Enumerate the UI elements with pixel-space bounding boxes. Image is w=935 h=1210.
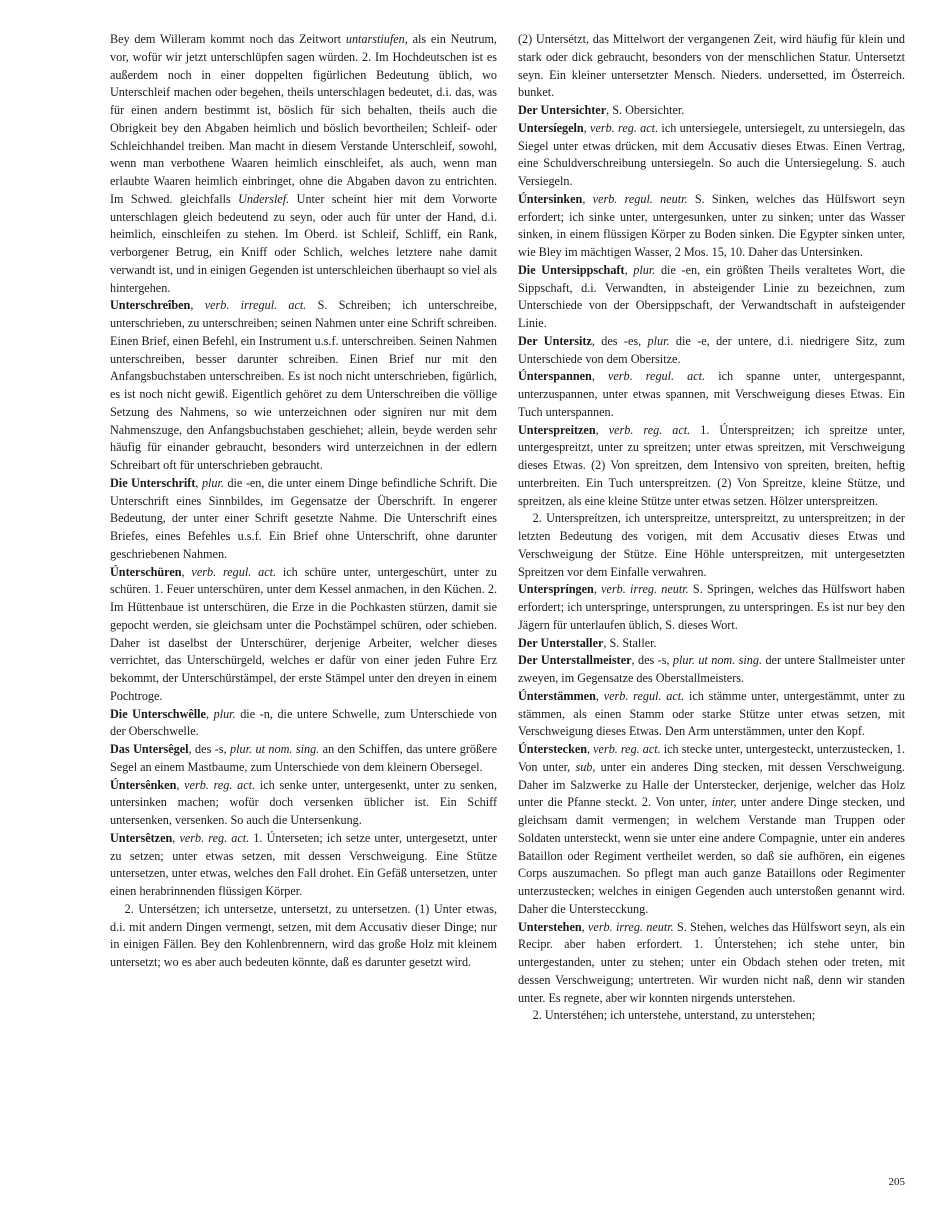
entry-text: als ein Neutrum, vor, wofür wir jetzt unterschlüpfen sagen würden. 2. Im Hochdeutschen ist es außerdem noch in einer doppelten figürlichen Bedeutung üblich, wo Unterschleif machen oder begehen, theils unterschlagen bedeutet, d.i. das, was für einen andern bestimmt ist, böslich für sich behalten, theils auch die Obrigkeit bey den Abgaben heimlich und böslich bevortheilen; Schleif- oder Schleichhandel treiben. Man macht in diesem Verstande Unterschleif, sowohl, wenn man verbothene Waaren heimlich einschleifet, als auch, wenn man erlaubte Waaren heimlich einbringet, ohne die Abgaben davon zu entrichten. Im Schwed. gleichfalls bbox=[110, 32, 497, 206]
dictionary-entry bbox=[518, 652, 905, 688]
dictionary-entry bbox=[110, 741, 497, 777]
entry-text: , bbox=[582, 191, 593, 206]
headword: Der Unterstallmeister bbox=[518, 653, 632, 668]
dictionary-entry bbox=[110, 31, 497, 297]
dictionary-entry bbox=[518, 422, 905, 511]
entry-text: ich untersiegele, untersiegelt, zu untersiegeln, das Siegel unter etwas drücken, mit dem Accusativ dieses Etwas. Einen Vertrag, eine Schuldverschreibung untersiegeln. So auch die Untersiegelung. S. auch Versiegeln. bbox=[518, 120, 906, 188]
grammar-note: sub, bbox=[575, 759, 596, 774]
entry-text: 1. Únterseten; ich setze unter, untergesetzt, unter zu setzen; unter etwas setzen, mit dessen Verschweigung. Eine Stütze untersetzen, unter etwas, welches den Fall drohet. Ein Gefäß untersetzen, unter einen herabrinnenden flüssigen Körper. bbox=[110, 830, 498, 898]
grammar-note: plur. ut nom. sing. bbox=[230, 742, 320, 756]
headword: Úntersinken bbox=[518, 191, 583, 206]
grammar-note: verb. reg. act. bbox=[184, 777, 256, 792]
dictionary-entry bbox=[110, 564, 497, 706]
dictionary-entry bbox=[110, 901, 497, 972]
grammar-note: verb. irreg. neutr. bbox=[601, 582, 689, 597]
dictionary-entry bbox=[518, 120, 905, 191]
dictionary-entry bbox=[518, 191, 905, 262]
headword: Únterschüren bbox=[110, 564, 182, 579]
entry-text: , bbox=[172, 830, 180, 845]
headword: Unterstehen bbox=[518, 919, 582, 934]
entry-text: , bbox=[190, 298, 205, 313]
entry-text: Bey dem Willeram kommt noch das Zeitwort bbox=[110, 32, 346, 46]
dictionary-entry bbox=[110, 706, 497, 742]
grammar-note: verb. regul. act. bbox=[191, 564, 277, 579]
entry-text: ich stämme unter, untergestämmt, unter zu stämmen, als einen Stamm oder starke Stütze unter etwas setzen, mit Verschweigung dieses Etwas. Den Arm unterstämmen, unter den Kopf. bbox=[518, 688, 905, 739]
dictionary-entry bbox=[518, 919, 905, 1008]
headword: Únterstecken bbox=[518, 742, 588, 756]
headword: Untersíegeln bbox=[518, 120, 584, 135]
headword: Únterspannen bbox=[518, 369, 592, 384]
entry-text: 2. Unterstéhen; ich unterstehe, unterstand, zu unterstehen; bbox=[532, 1008, 816, 1023]
entry-text: , des -s, bbox=[188, 742, 231, 756]
dictionary-entry bbox=[518, 333, 905, 369]
entry-text: , bbox=[205, 706, 214, 721]
entry-text: , bbox=[624, 262, 634, 277]
grammar-note: plur. bbox=[647, 333, 670, 348]
grammar-note: verb. reg. act. bbox=[179, 830, 250, 845]
entry-text: die -n, die untere Schwelle, zum Unterschiede von der Oberschwelle. bbox=[110, 706, 497, 739]
entry-text: 1. Únterspreitzen; ich spreitze unter, untergespreitzt, unter zu spreitzen; unter etwas spreitzen, mit Verschweigung dieses Etwas. (2) Von spreitzen, dem Intensivo von spreiten, breiten, heftig unterbreiten. Ein Tuch unterspreitzen. (2) Von Spreitze, kleine Stütze, und spreitzen, als eine kleine Stütze unter etwas setzen. Hölzer unterspreitzen. bbox=[518, 422, 906, 508]
headword: Unterschreîben bbox=[110, 298, 191, 313]
headword: Die Unterschrift bbox=[110, 475, 196, 490]
entry-text: ich schüre unter, untergeschürt, unter zu schüren. 1. Feuer unterschüren, unter dem Kessel anmachen, in den Küchen. 2. Im Hüttenbaue ist unterschüren, die Erze in die Pochkasten stürzen, damit sie gepocht werden, sie gleichsam unter die Pochstämpel schüren, oder schieben. Daher ist daselbst der Unterschürer, derjenige Arbeiter, welcher dieses verrichtet, das Unterschürgeld, welches er dafür von einer jeden Fuhre Erz bekommt, der Unterschürstämpel, der erste Stämpel unter den dreyen in einem Pochtroge. bbox=[110, 564, 498, 703]
grammar-note: plur. bbox=[201, 475, 224, 490]
dictionary-entry bbox=[110, 777, 497, 830]
grammar-note: verb. reg. act. bbox=[593, 742, 661, 756]
entry-text: , des -es, bbox=[591, 333, 648, 348]
entry-text: die -en, die unter einem Dinge befindliche Schrift. Die Unterschrift eines Sinnbildes, im Gegensatze der Überschrift. In engerer Bedeutung, der unter einer Schrift gesetzte Nahme. Die Unterschrift eines Briefes, eines Befehles u.s.f. Ein Brief ohne Unterschrift, ohne darunter geschriebenen Nahmen. bbox=[110, 475, 497, 561]
grammar-note: verb. regul. neutr. bbox=[592, 191, 688, 206]
grammar-note: plur. bbox=[213, 706, 236, 721]
entry-text: 2. Untersprеítzen, ich unterspreitze, unterspreitzt, zu unterspreitzen; in der letzten Bedeutung des vorigen, mit dem Accusativ dieses Etwas und Verschweigung der Stütze. Eine Höhle unterspreitzen, mit untergesetzten Spreitzen vor dem Einfalle verwahren. bbox=[518, 511, 905, 579]
headword: Únterstämmen bbox=[518, 688, 596, 703]
grammar-note: plur. ut nom. sing. bbox=[672, 653, 763, 668]
entry-text: die -e, der untere, d.i. niedrigere Sitz, zum Unterschiede von dem Obersitze. bbox=[518, 333, 905, 366]
grammar-note: plur. bbox=[633, 262, 656, 277]
entry-text: , bbox=[595, 422, 609, 437]
entry-text: Unter scheint hier mit dem Vorworte unterschlagen gleich bedeutend zu seyn, oder auch für unter der Hand, d.i. heimlich, einschleifen zu stehen. Im Oberd. ist Schleif, Schliff, ein Rank, verborgener Betrug, ein Kniff oder Schlich, welches letztere nahe damit verwandt ist, und in einigen Gegenden ist unterschleichen überhaupt so viel als hintergehen. bbox=[110, 191, 497, 295]
dictionary-entry bbox=[518, 31, 905, 102]
headword: Unterspreitzen bbox=[518, 422, 596, 437]
entry-text: , bbox=[195, 475, 202, 490]
dictionary-entry bbox=[110, 297, 497, 475]
entry-text: , bbox=[176, 777, 185, 792]
entry-text: , S. Obersichter. bbox=[606, 103, 685, 117]
entry-text: 2. Untersétzen; ich untersetze, untersetzt, zu untersetzen. (1) Unter etwas, d.i. mit andern Dingen vermengt, setzen, mit dem Accusativ dieser Dinge; nur in einigen Fällen. Bey den Kohlenbrennern, wird das große Holz mit kleinem untersetzt; wo es aber auch bedeuten könnte, daß es darunter gesetzt wird. bbox=[110, 901, 497, 969]
grammar-note: Underslef. bbox=[238, 191, 290, 206]
grammar-note: inter, bbox=[711, 795, 737, 810]
dictionary-entry bbox=[518, 1007, 905, 1025]
grammar-note: verb. reg. act. bbox=[608, 422, 691, 437]
headword: Unterspríngen bbox=[518, 582, 594, 597]
grammar-note: verb. irreg. neutr. bbox=[588, 919, 674, 934]
entry-text: ich stecke unter, untergesteckt, unterzustecken, 1. Von unter, bbox=[518, 742, 906, 774]
headword: Die Untersippschaft bbox=[518, 262, 625, 277]
grammar-note: untarstiufen, bbox=[345, 32, 408, 46]
entry-text: unter ein anderes Ding stecken, mit dessen Verschweigung. Daher im Salzwerke zu Halle der Unterstecker, derjenige, welcher das Holz unter die Pfanne steckt. 2. Von unter, bbox=[518, 759, 905, 810]
headword: Úntersênken bbox=[110, 777, 177, 792]
entry-text: , bbox=[581, 919, 588, 934]
dictionary-entry bbox=[518, 581, 905, 634]
dictionary-entry bbox=[110, 830, 497, 901]
headword: Der Untersichter bbox=[518, 103, 607, 117]
headword: Untersêtzen bbox=[110, 830, 173, 845]
dictionary-entry bbox=[518, 741, 905, 919]
dictionary-entry bbox=[110, 475, 497, 564]
entry-text: , des -s, bbox=[631, 653, 673, 668]
headword: Das Untersêgel bbox=[110, 742, 189, 756]
entry-text: unter andere Dinge stecken, und gleichsam damit vermengen; in welchem Verstande man Truppen oder Soldaten untersteckt, wenn sie unter eine andere Compagnie, unter ein anderes Bataillon oder Regiment vertheilet werden, so daß sie aufhören, ein eigenes Corps auszumachen. So pflegt man auch ganze Bataillons oder Regimenter unterzustecken; welches in einigen Gegenden auch unterstoßen genannt wird. Daher die Unterstecckung. bbox=[518, 795, 905, 916]
entry-text: , bbox=[595, 688, 604, 703]
entry-text: , bbox=[583, 120, 591, 135]
headword: Der Unterstaller bbox=[518, 635, 604, 650]
page-number: 205 bbox=[888, 1176, 905, 1188]
headword: Die Unterschwêlle bbox=[110, 706, 206, 721]
entry-text: , bbox=[591, 369, 608, 384]
entry-text: , bbox=[593, 582, 602, 597]
headword: Der Untersitz bbox=[518, 333, 592, 348]
dictionary-entry bbox=[518, 688, 905, 741]
entry-text: , S. Staller. bbox=[603, 635, 657, 650]
entry-text: (2) Untersétzt, das Mittelwort der vergangenen Zeit, wird häufig für klein und stark oder dick gebraucht, besonders von der menschlichen Statur. Untersetzt seyn. Ein kleiner untersetzter Mensch. Nieders. undersetted, im Österreich. bunket. bbox=[518, 32, 905, 100]
entry-text: , bbox=[181, 564, 192, 579]
right-column bbox=[518, 31, 905, 1025]
entry-text: S. Springen, welches das Hülfswort haben erfordert; ich unterspringe, untersprungen, zu unterspringen. Es ist nur bey den Jägern für unterlaufen üblich, S. dieses Wort. bbox=[518, 582, 905, 632]
dictionary-entry bbox=[518, 368, 905, 421]
dictionary-entry bbox=[518, 102, 905, 120]
left-column bbox=[110, 31, 497, 972]
entry-text: ich senke unter, untergesenkt, unter zu senken, untersinken machen; wofür doch versenken üblicher ist. Ein Schiff untersenken, versenken. So auch die Untersenkung. bbox=[110, 777, 497, 827]
entry-text: , bbox=[587, 742, 594, 756]
entry-text: die -en, ein größten Theils veraltetes Wort, die Sippschaft, d.i. Verwandten, in absteigender Linie zu bezeichnen, zum Unterschiede von der Obersippschaft, der Verwandtschaft in aufsteigender Linie. bbox=[518, 262, 905, 330]
entry-text: der untere Stallmeister unter zweyen, im Gegensatze des Oberstallmeisters. bbox=[518, 653, 905, 685]
dictionary-entry bbox=[518, 635, 905, 653]
dictionary-entry bbox=[518, 510, 905, 581]
entry-text: S. Stehen, welches das Hülfswort seyn, als ein Recipr. aber haben erfordert. 1. Únterstehen; ich stehe unter, bin untergestanden, unter zu stehen; unter ein Obdach stehen oder treten, mit dessen Verschweigung; untertreten. Wir wurden nicht naß, denn wir standen unter. Es regnete, aber wir konnten nirgends unterstehen. bbox=[518, 919, 905, 1005]
entry-text: ich spanne unter, untergespannt, unterzuspannen, unter etwas spannen, mit Verschweigung dieses Etwas. Ein Tuch unterspannen. bbox=[518, 369, 905, 419]
dictionary-entry bbox=[518, 262, 905, 333]
grammar-note: verb. irregul. act. bbox=[204, 298, 307, 313]
entry-text: S. Sinken, welches das Hülfswort seyn erfordert; ich sinke unter, untergesunken, unter zu sinken; unter das Wasser sinken, in einem flüssigen Körper zu Boden sinken. Die Egypter sinken unter, wie Bley im mächtigen Wasser, 2 Mos. 15, 10. Daher das Untersinken. bbox=[518, 191, 906, 259]
entry-text: an den Schiffen, das untere größere Segel an einem Mastbaume, zum Unterschiede von dem kleinern Obersegel. bbox=[110, 742, 497, 774]
grammar-note: verb. regul. act. bbox=[603, 688, 685, 703]
entry-text: S. Schreiben; ich unterschreibe, unterschrieben, zu unterschreiben; seinen Nahmen unter eine Schrift schreiben. Einen Brief, einen Befehl, ein Instrument u.s.f. unterschreiben. Seinen Nahmen unterschreiben, besser darunter schreiben. Einen Brief nur mit den Anfangsbuchstaben unterschreiben. Es ist noch nicht unterschrieben, figürlich, es ist noch nicht gewiß. Eigentlich gehöret zu dem Unterschreiben die völlige Setzung des Nahmens, so wie unterzeichnen oder signiren nur mit dem Nahmenszuge, den Anfangsbuchstaben geschiehet; allein, beyde werden sehr häufig für einander gebraucht, besonders wird unterzeichnen in der edlern Schreibart oft für unterschrieben gebraucht. bbox=[110, 298, 498, 472]
grammar-note: verb. regul. act. bbox=[607, 369, 706, 384]
grammar-note: verb. reg. act. bbox=[590, 120, 659, 135]
